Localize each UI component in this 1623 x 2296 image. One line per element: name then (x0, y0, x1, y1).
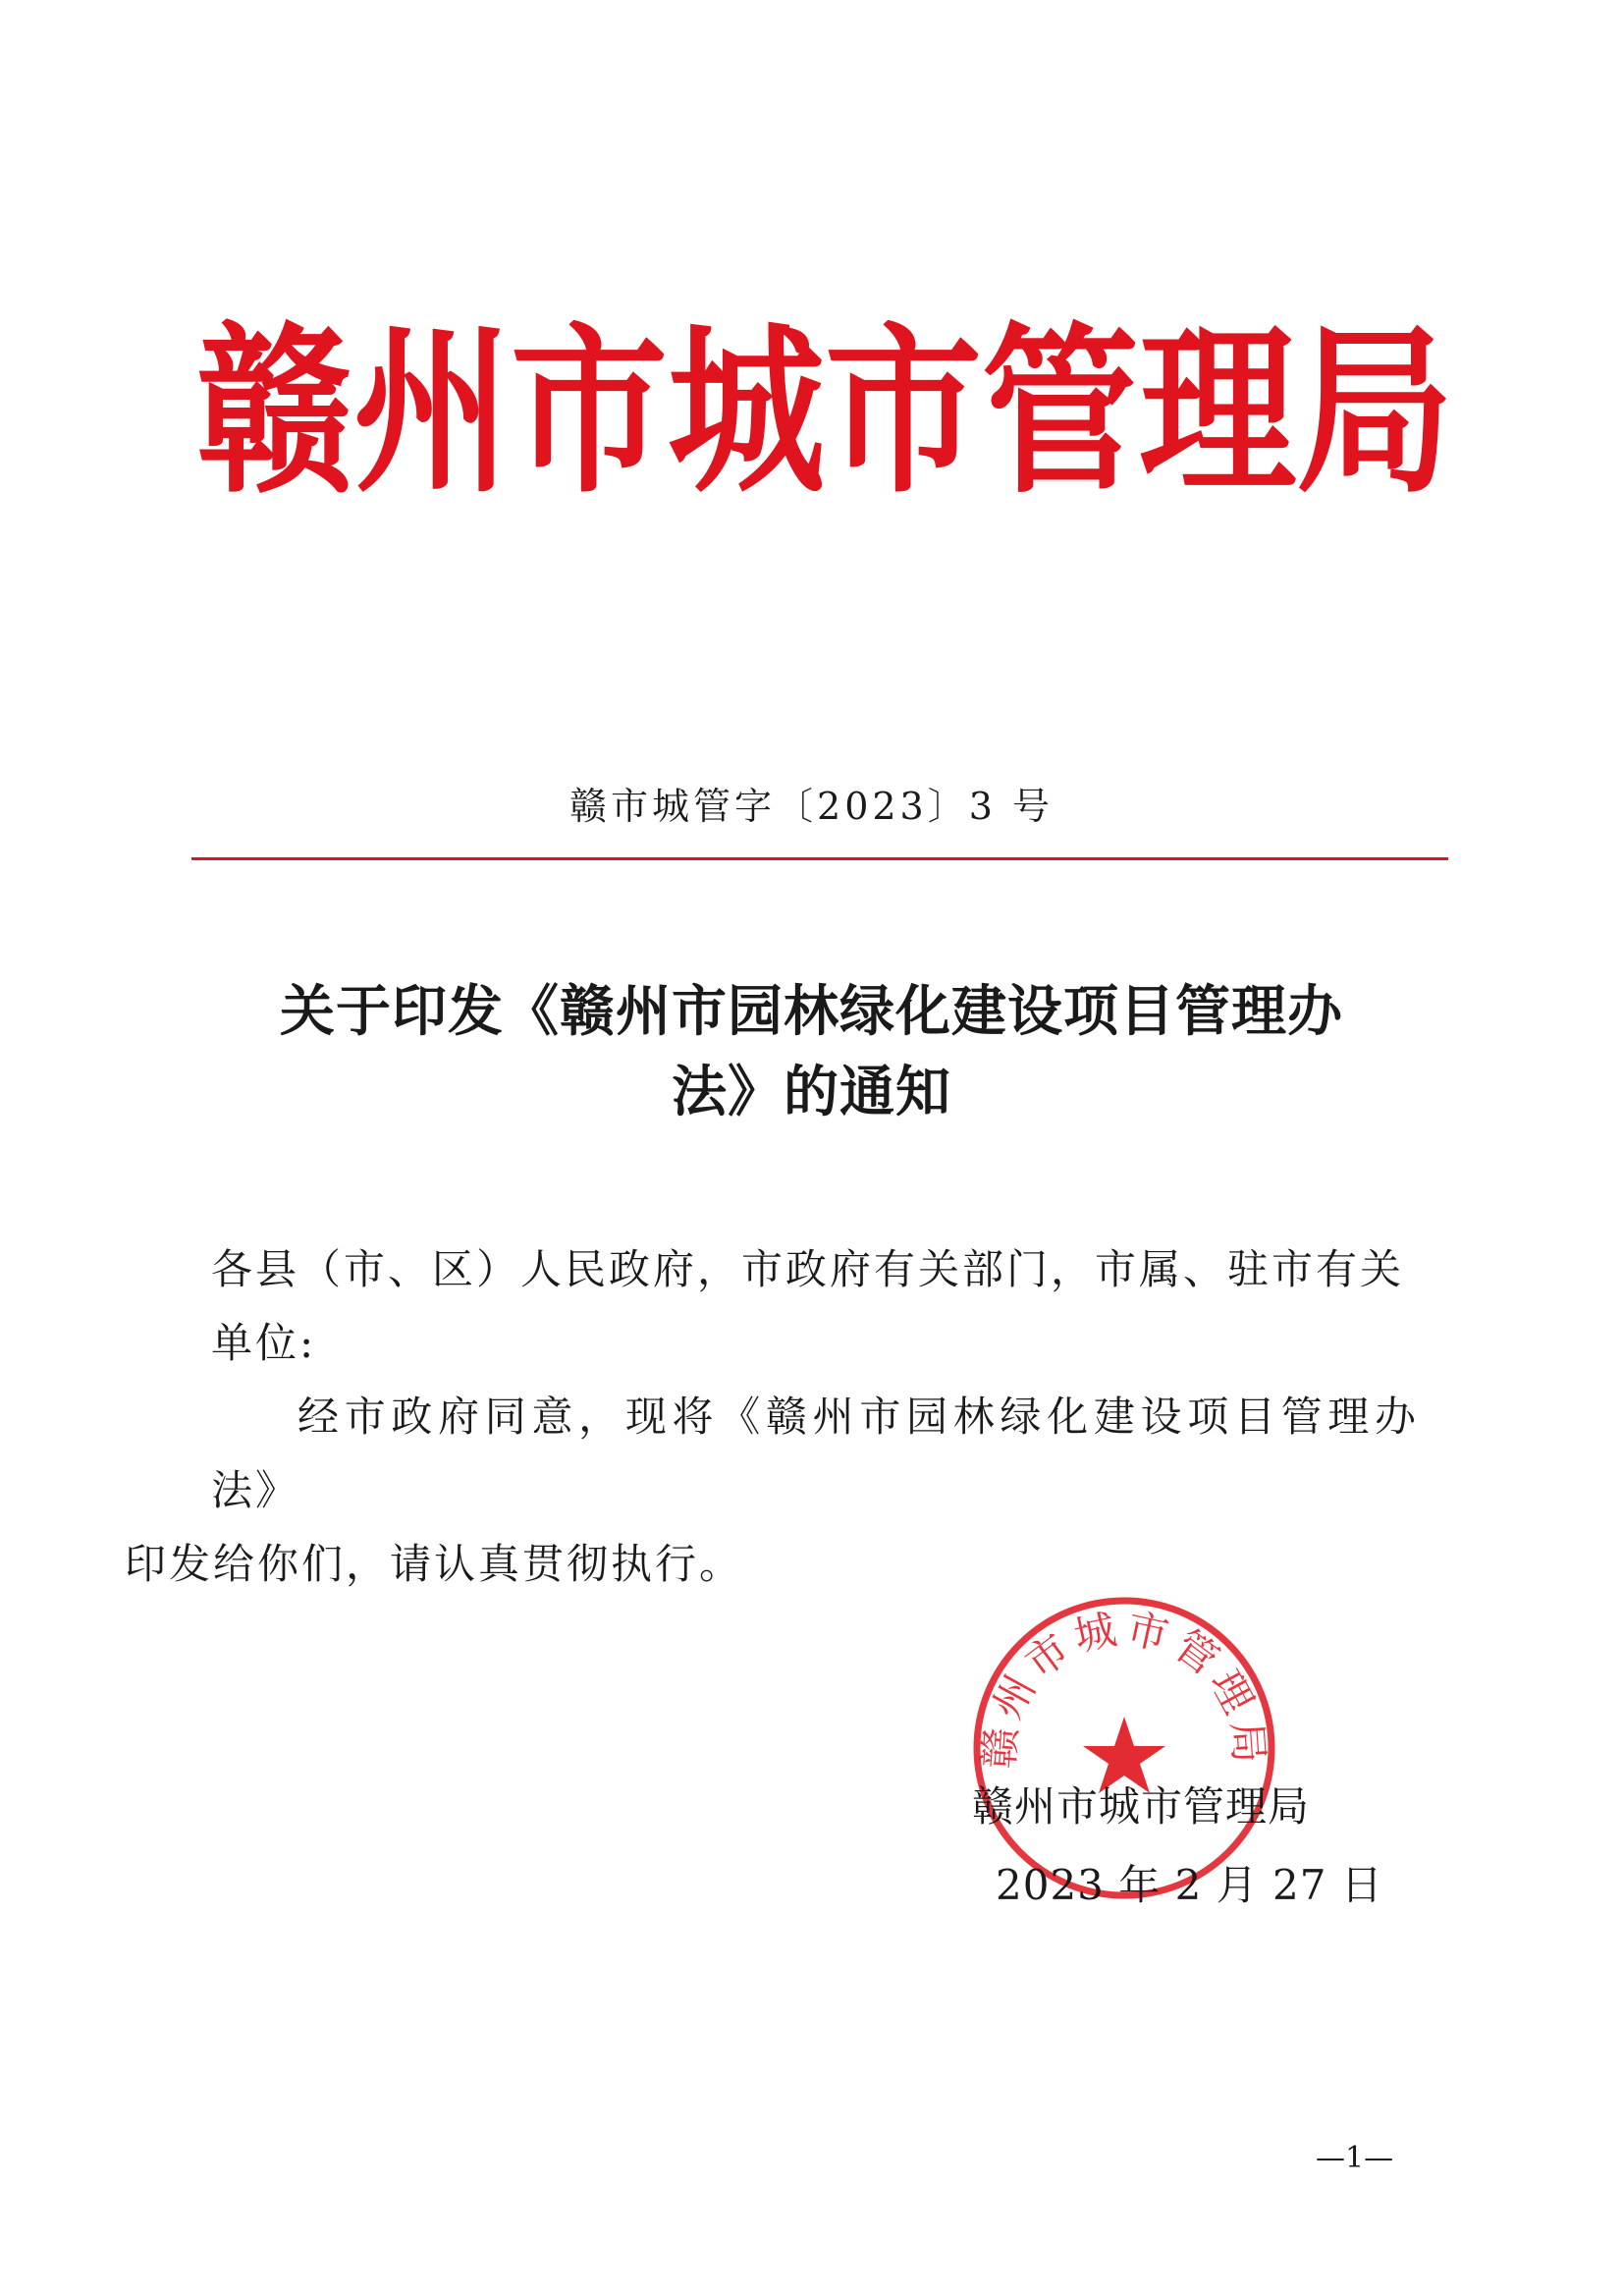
masthead-char: 管 (982, 305, 1140, 518)
paragraph-line-2: 印发给你们，请认真贯彻执行。 (125, 1540, 744, 1588)
salutation-line-2: 单位: (211, 1319, 317, 1367)
body-paragraph (125, 1380, 1419, 1601)
masthead-char: 市 (825, 305, 983, 518)
title-line-2: 法》的通知 (672, 1061, 951, 1124)
red-divider-line (191, 857, 1448, 860)
masthead-char: 局 (1296, 305, 1454, 518)
masthead-char: 赣 (196, 305, 354, 518)
document-number: 赣市城管字〔2023〕3 号 (569, 785, 1054, 828)
document-title (196, 972, 1427, 1133)
masthead-char: 理 (1139, 305, 1297, 518)
issue-date: 2023 年 2 月 27 日 (996, 1861, 1383, 1909)
issuer-name: 赣州市城市管理局 (972, 1782, 1311, 1831)
document-body (125, 1232, 1419, 1601)
masthead-char: 市 (511, 305, 669, 518)
masthead-char: 城 (668, 305, 826, 518)
signature-block (972, 1768, 1383, 1925)
title-line-1: 关于印发《赣州市园林绿化建设项目管理办 (280, 980, 1343, 1044)
salutation (211, 1232, 1419, 1380)
seal-arc-text: 赣州市城市管理局 (974, 1604, 1274, 1771)
masthead-title (196, 289, 1454, 537)
salutation-line-1: 各县（市、区）人民政府，市政府有关部门，市属、驻市有关 (211, 1245, 1405, 1293)
paragraph-line-1: 经市政府同意，现将《赣州市园林绿化建设项目管理办法》 (211, 1393, 1419, 1514)
page-number: —1— (1316, 2141, 1394, 2175)
masthead-char: 州 (353, 305, 512, 518)
